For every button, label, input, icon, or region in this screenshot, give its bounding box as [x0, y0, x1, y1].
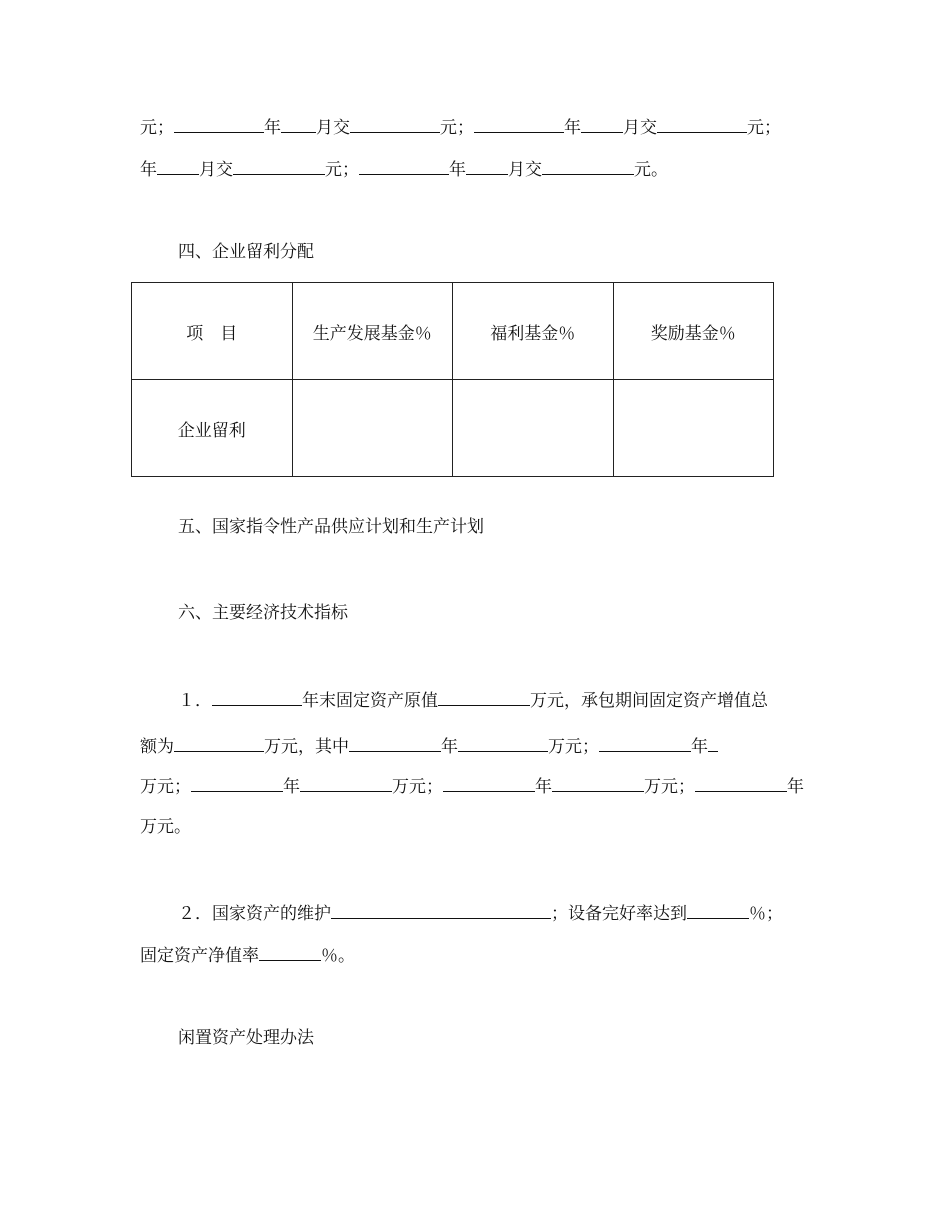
text-asset-increment: 万元，承包期间固定资产增值总	[530, 691, 768, 711]
text-month-pay: 月交	[508, 160, 542, 180]
table-header-cell: 项 目	[132, 283, 293, 380]
blank-field[interactable]	[259, 942, 321, 961]
item1-line-4: 万元。	[140, 817, 191, 837]
text-yuan: 元；	[440, 118, 474, 138]
blank-field[interactable]	[657, 114, 747, 133]
blank-field[interactable]	[212, 687, 302, 706]
payment-line-1	[140, 114, 781, 139]
blank-field[interactable]	[599, 733, 691, 752]
blank-field[interactable]	[191, 773, 283, 792]
item-number: １．	[178, 691, 212, 711]
text-state-asset-maintenance: ２．国家资产的维护	[178, 904, 331, 924]
payment-line-2	[140, 156, 668, 181]
text-year: 年	[564, 118, 581, 138]
table-header-cell: 奖励基金％	[613, 283, 774, 380]
table-row-label: 企业留利	[132, 380, 293, 477]
text-month-pay: 月交	[199, 160, 233, 180]
table-cell-empty[interactable]	[453, 380, 614, 477]
blank-field[interactable]	[687, 900, 749, 919]
table-header-row	[132, 283, 774, 380]
item1-line-3	[140, 773, 804, 798]
table-cell-empty[interactable]	[613, 380, 774, 477]
item2-line-2	[140, 942, 355, 967]
blank-field[interactable]	[474, 114, 564, 133]
text-fixed-asset-value: 年末固定资产原值	[302, 691, 438, 711]
text-wan-yuan: 万元；	[644, 777, 695, 797]
text-year: 年	[140, 160, 157, 180]
text-yuan: 元；	[140, 118, 174, 138]
text-wan-yuan: 万元；	[140, 777, 191, 797]
blank-field[interactable]	[542, 156, 634, 175]
blank-field[interactable]	[359, 156, 449, 175]
text-wan-yuan: 万元；	[392, 777, 443, 797]
blank-field[interactable]	[552, 773, 644, 792]
blank-field[interactable]	[281, 114, 316, 133]
retained-profit-table	[131, 282, 774, 477]
section-heading-six: 六、主要经济技术指标	[178, 603, 348, 623]
blank-field[interactable]	[466, 156, 508, 175]
text-yuan: 元；	[747, 118, 781, 138]
item1-line-1	[178, 687, 768, 712]
text-net-value-rate: 固定资产净值率	[140, 946, 259, 966]
blank-field[interactable]	[458, 733, 548, 752]
text-percent: ％；	[749, 904, 783, 924]
item1-line-2	[140, 733, 718, 758]
text-year: 年	[535, 777, 552, 797]
text-month-pay: 月交	[623, 118, 657, 138]
text-year: 年	[449, 160, 466, 180]
blank-field[interactable]	[581, 114, 623, 133]
text-year: 年	[283, 777, 300, 797]
section-heading-idle-assets: 闲置资产处理办法	[178, 1028, 314, 1048]
text-equipment-rate: ；设备完好率达到	[551, 904, 687, 924]
blank-field[interactable]	[157, 156, 199, 175]
blank-field[interactable]	[233, 156, 325, 175]
blank-field[interactable]	[174, 733, 264, 752]
blank-field[interactable]	[438, 687, 530, 706]
blank-field[interactable]	[300, 773, 392, 792]
text-month-pay: 月交	[316, 118, 350, 138]
text-year: 年	[787, 777, 804, 797]
text-year: 年	[441, 737, 458, 757]
blank-field[interactable]	[695, 773, 787, 792]
text-wan-yuan: 万元；	[548, 737, 599, 757]
table-row	[132, 380, 774, 477]
blank-field[interactable]	[349, 733, 441, 752]
text-percent-end: ％。	[321, 946, 355, 966]
text-year: 年	[264, 118, 281, 138]
text-amount-is: 额为	[140, 737, 174, 757]
blank-field[interactable]	[331, 900, 551, 919]
blank-field[interactable]	[708, 733, 718, 752]
text-yuan-end: 元。	[634, 160, 668, 180]
text-year: 年	[691, 737, 708, 757]
blank-field[interactable]	[350, 114, 440, 133]
section-heading-four: 四、企业留利分配	[178, 242, 314, 262]
table-header-cell: 福利基金％	[453, 283, 614, 380]
text-yuan: 元；	[325, 160, 359, 180]
text-wan-yuan-including: 万元，其中	[264, 737, 349, 757]
table-cell-empty[interactable]	[292, 380, 453, 477]
section-heading-five: 五、国家指令性产品供应计划和生产计划	[178, 517, 484, 537]
blank-field[interactable]	[174, 114, 264, 133]
item2-line-1	[178, 900, 783, 925]
table-header-cell: 生产发展基金％	[292, 283, 453, 380]
blank-field[interactable]	[443, 773, 535, 792]
